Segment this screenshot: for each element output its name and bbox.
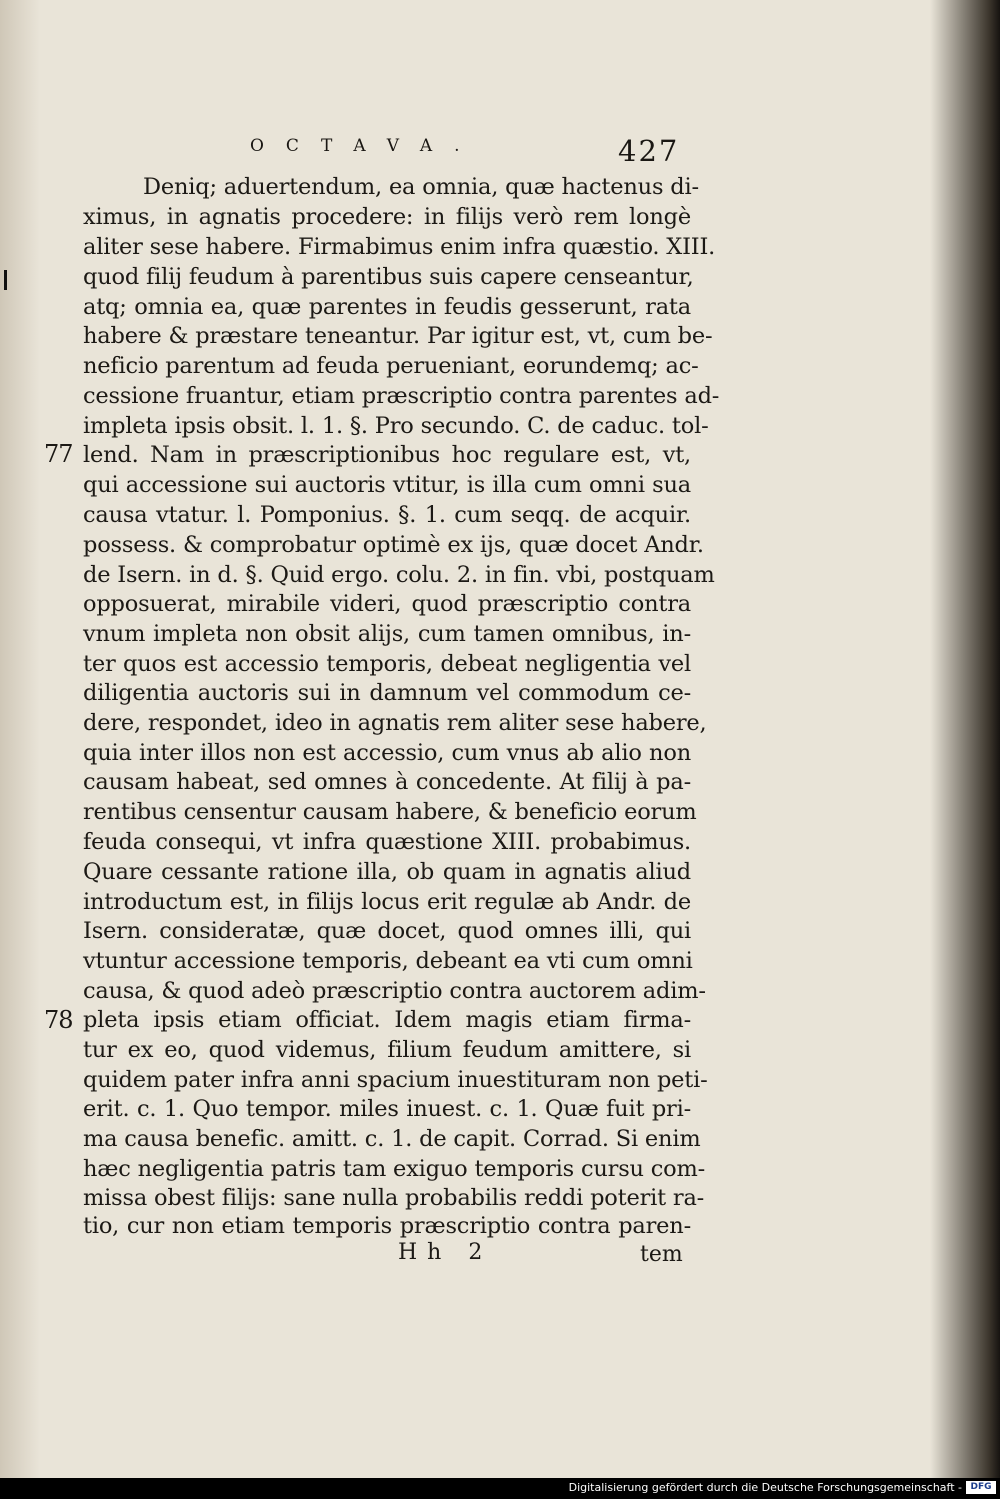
text-line: neficio parentum ad feuda perueniant, eorundemq; ac- [83,353,699,379]
text-line: quod filij feudum à parentibus suis capere censeantur, [83,264,694,290]
text-line: Quare cessante ratione illa, ob quam in agnatis aliud [83,859,691,885]
text-line: qui accessione sui auctoris vtitur, is illa cum omni sua [83,472,691,498]
text-line: Isern. consideratæ, quæ docet, quod omnes illi, qui [83,918,691,944]
margin-note-number: 77 [44,440,73,468]
text-line: vtuntur accessione temporis, debeant ea vti cum omni [83,948,693,974]
text-line: tur ex eo, quod videmus, filium feudum amittere, si [83,1037,691,1063]
text-line: causa vtatur. l. Pomponius. §. 1. cum seqq. de acquir. [83,502,691,528]
text-line: quia inter illos non est accessio, cum vnus ab alio non [83,740,691,766]
text-line: rentibus censentur causam habere, & beneficio eorum [83,799,697,825]
text-line: erit. c. 1. Quo tempor. miles inuest. c. 1. Quæ fuit pri- [83,1096,691,1122]
text-line: cessione fruantur, etiam præscriptio contra parentes ad- [83,383,720,409]
text-line: vnum impleta non obsit alijs, cum tamen omnibus, in- [83,621,691,647]
text-line: feuda consequi, vt infra quæstione XIII. probabimus. [83,829,691,855]
text-line: possess. & comprobatur optimè ex ijs, quæ docet Andr. [83,532,704,558]
text-line: diligentia auctoris sui in damnum vel commodum ce- [83,680,691,706]
page-edge-shadow [930,0,1000,1478]
footer-credit: Digitalisierung gefördert durch die Deutsche Forschungsgemeinschaft - [568,1481,962,1494]
text-line: aliter sese habere. Firmabimus enim infra quæstio. XIII. [83,234,716,260]
catchword: tem [640,1242,683,1267]
text-line: ma causa benefic. amitt. c. 1. de capit. Corrad. Si enim [83,1126,701,1152]
running-header: OCTAVA. [250,136,482,156]
text-line: dere, respondet, ideo in agnatis rem aliter sese habere, [83,710,707,736]
text-line: causam habeat, sed omnes à concedente. At filij à pa- [83,769,691,795]
text-line: ter quos est accessio temporis, debeat negligentia vel [83,651,691,677]
text-line: quidem pater infra anni spacium inuestituram non peti- [83,1067,708,1093]
digitization-footer [0,1478,1000,1499]
page-number: 427 [618,134,680,168]
text-line: pleta ipsis etiam officiat. Idem magis etiam firma- [83,1007,691,1033]
text-line: habere & præstare teneantur. Par igitur est, vt, cum be- [83,323,713,349]
text-line: lend. Nam in præscriptionibus hoc regulare est, vt, [83,442,691,468]
text-line: impleta ipsis obsit. l. 1. §. Pro secundo. C. de caduc. tol- [83,413,709,439]
text-line: ximus, in agnatis procedere: in filijs verò rem longè [83,204,691,230]
dfg-logo: DFG [966,1481,996,1494]
text-line: opposuerat, mirabile videri, quod præscriptio contra [83,591,691,617]
text-line: de Isern. in d. §. Quid ergo. colu. 2. in fin. vbi, postquam [83,562,715,588]
margin-note-number: 78 [44,1006,73,1034]
text-line: atq; omnia ea, quæ parentes in feudis gesserunt, rata [83,294,691,320]
text-line: Deniq; aduertendum, ea omnia, quæ hactenus di- [143,174,699,200]
text-line: hæc negligentia patris tam exiguo temporis cursu com- [83,1156,706,1182]
text-line: introductum est, in filijs locus erit regulæ ab Andr. de [83,889,691,915]
signature-mark: Hh 2 [398,1240,493,1265]
page-gutter-shadow [0,0,40,1478]
text-line: causa, & quod adeò præscriptio contra auctorem adim- [83,978,706,1004]
text-line: missa obest filijs: sane nulla probabilis reddi poterit ra- [83,1185,705,1211]
binding-mark [4,270,7,290]
text-line: tio, cur non etiam temporis præscriptio contra paren- [83,1213,691,1239]
